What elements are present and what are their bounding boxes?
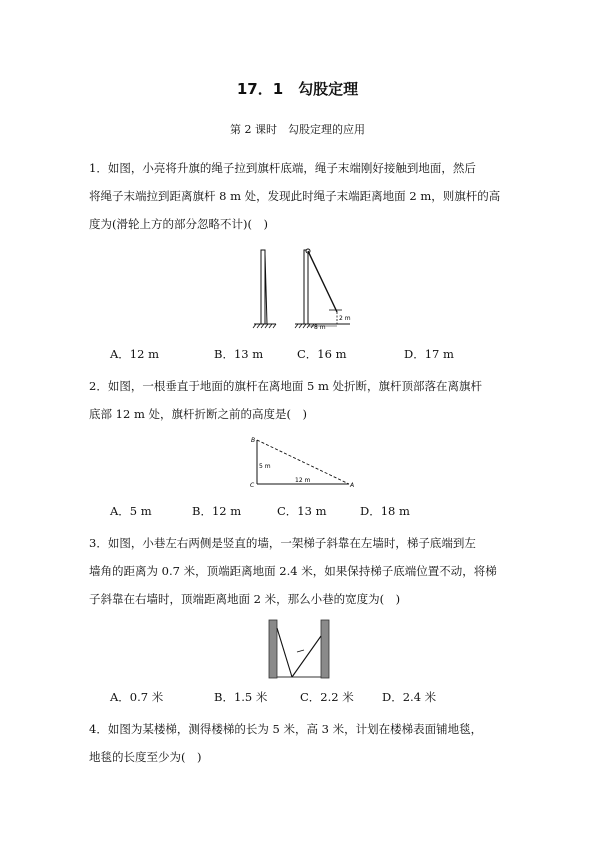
question-4-line: 4．如图为某楼梯，测得楼梯的长为 5 米，高 3 米，计划在楼梯表面铺地毯， xyxy=(89,722,483,736)
q3-option-a[interactable]: A．0.7 米 xyxy=(110,690,164,704)
q2-option-d[interactable]: D．18 m xyxy=(360,504,410,518)
question-2-text xyxy=(89,372,509,428)
question-3-line: 墙角的距离为 0.7 米，顶端距离地面 2.4 米，如果保持梯子底端位置不动，将梯 xyxy=(89,564,497,578)
q2-fig-label-height: 5 m xyxy=(259,463,271,470)
q1-option-c[interactable]: C．16 m xyxy=(297,347,347,361)
q2-fig-label-base: 12 m xyxy=(295,477,311,484)
q2-fig-label-b: B xyxy=(251,437,256,444)
question-1-line: 度为(滑轮上方的部分忽略不计)( ) xyxy=(89,217,268,231)
q1-pole-left xyxy=(253,250,276,328)
q3-option-d[interactable]: D．2.4 米 xyxy=(382,690,437,704)
page-subtitle: 第 2 课时 勾股定理的应用 xyxy=(230,123,365,136)
q1-option-a[interactable]: A．12 m xyxy=(110,347,159,361)
question-3-line: 子斜靠在右墙时，顶端距离地面 2 米，那么小巷的宽度为( ) xyxy=(89,592,401,606)
q2-option-b[interactable]: B．12 m xyxy=(192,504,242,518)
question-1-line: 将绳子末端拉到距离旗杆 8 m 处，发现此时绳子末端距离地面 2 m，则旗杆的高 xyxy=(89,189,501,203)
question-4-text xyxy=(89,715,509,771)
page-title: 17．1 勾股定理 xyxy=(236,80,359,98)
q2-option-c[interactable]: C．13 m xyxy=(277,504,327,518)
question-1-figure xyxy=(250,244,360,330)
q1-fig-label-height: 2 m xyxy=(339,315,351,322)
question-3-figure xyxy=(266,618,332,680)
q1-option-b[interactable]: B．13 m xyxy=(214,347,264,361)
q3-option-b[interactable]: B．1.5 米 xyxy=(214,690,268,704)
q1-fig-label-dist: 8 m xyxy=(314,324,326,330)
question-1-line: 1．如图，小亮将升旗的绳子拉到旗杆底端，绳子末端刚好接触到地面，然后 xyxy=(89,161,476,175)
question-3-line: 3．如图，小巷左右两侧是竖直的墙，一架梯子斜靠在左墙时，梯子底端到左 xyxy=(89,536,476,550)
question-2-figure xyxy=(249,432,359,490)
q1-option-d[interactable]: D．17 m xyxy=(404,347,454,361)
question-3-text xyxy=(89,529,509,613)
q2-fig-label-a: A xyxy=(350,482,355,489)
q2-option-a[interactable]: A．5 m xyxy=(110,504,152,518)
question-1-text xyxy=(89,154,509,238)
question-2-line: 2．如图，一根垂直于地面的旗杆在离地面 5 m 处折断，旗杆顶部落在离旗杆 xyxy=(89,379,483,393)
question-4-line: 地毯的长度至少为( ) xyxy=(89,750,202,764)
question-2-line: 底部 12 m 处，旗杆折断之前的高度是( ) xyxy=(89,407,307,421)
q2-fig-label-c: C xyxy=(250,482,255,489)
q3-option-c[interactable]: C．2.2 米 xyxy=(300,690,354,704)
